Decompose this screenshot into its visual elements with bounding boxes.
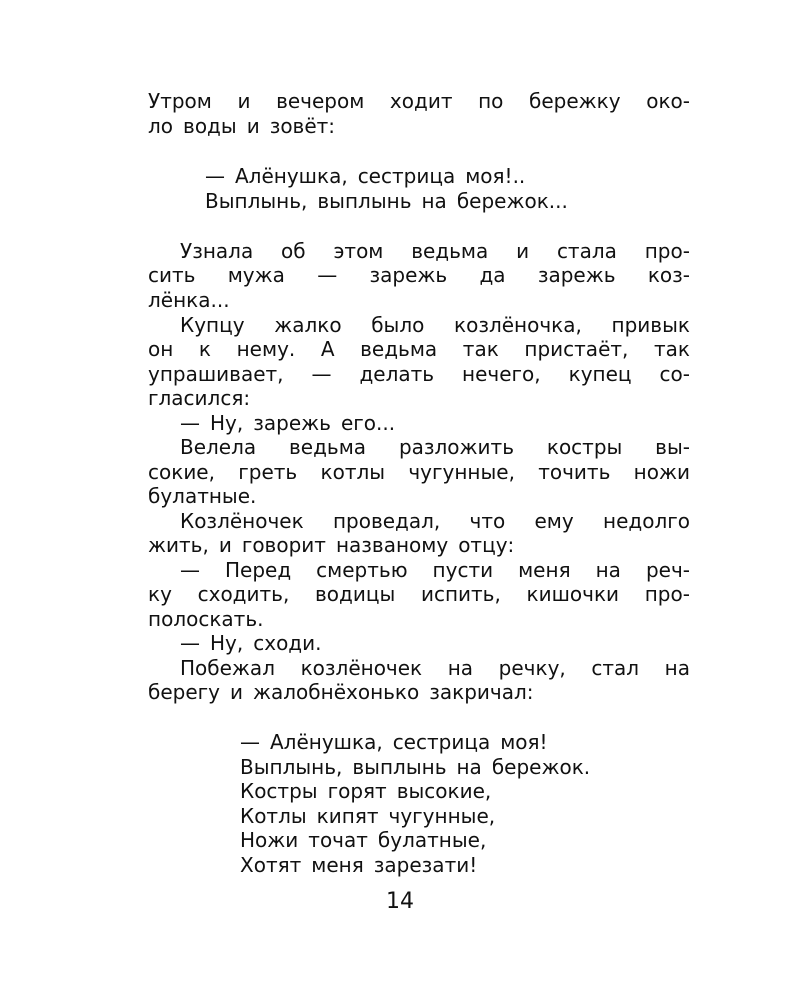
text-line: лёнка... [148, 288, 230, 312]
text-line: сить мужа — зарежь да зарежь коз- [148, 263, 690, 287]
text-line: — Ну, сходи. [180, 631, 322, 655]
text-line: жить, и говорит названому отцу: [148, 533, 515, 557]
text-line: сокие, греть котлы чугунные, точить ножи [148, 460, 690, 484]
text-line: Купцу жалко было козлёночка, привык [180, 313, 690, 337]
text-line: ку сходить, водицы испить, кишочки про- [148, 582, 690, 606]
text-line: Велела ведьма разложить костры вы- [180, 435, 690, 459]
text-line: гласился: [148, 386, 251, 410]
text-line: булатные. [148, 484, 257, 508]
text-line: — Перед смертью пусти меня на реч- [180, 558, 690, 582]
text-line: Костры горят высокие, [240, 779, 492, 803]
text-line: он к нему. А ведьма так пристаёт, так [148, 337, 690, 361]
text-line: Ножи точат булатные, [240, 828, 487, 852]
text-line: берегу и жалобнёхонько закричал: [148, 680, 534, 704]
text-line: — Алёнушка, сестрица моя!.. [205, 164, 526, 188]
text-line: Котлы кипят чугунные, [240, 804, 496, 828]
text-line: — Алёнушка, сестрица моя! [240, 730, 548, 754]
text-line: полоскать. [148, 607, 264, 631]
text-line: Выплынь, выплынь на бережок. [240, 755, 591, 779]
text-line: ло воды и зовёт: [148, 114, 336, 138]
text-line: Утром и вечером ходит по бережку око- [148, 89, 690, 113]
page-number: 14 [386, 889, 414, 914]
text-line: Узнала об этом ведьма и стала про- [180, 239, 690, 263]
text-line: Хотят меня зарезати! [240, 853, 478, 877]
text-line: — Ну, зарежь его... [180, 411, 396, 435]
text-line: Побежал козлёночек на речку, стал на [180, 656, 690, 680]
text-line: упрашивает, — делать нечего, купец со- [148, 362, 690, 386]
text-line: Козлёночек проведал, что ему недолго [180, 509, 690, 533]
text-line: Выплынь, выплынь на бережок... [205, 189, 568, 213]
